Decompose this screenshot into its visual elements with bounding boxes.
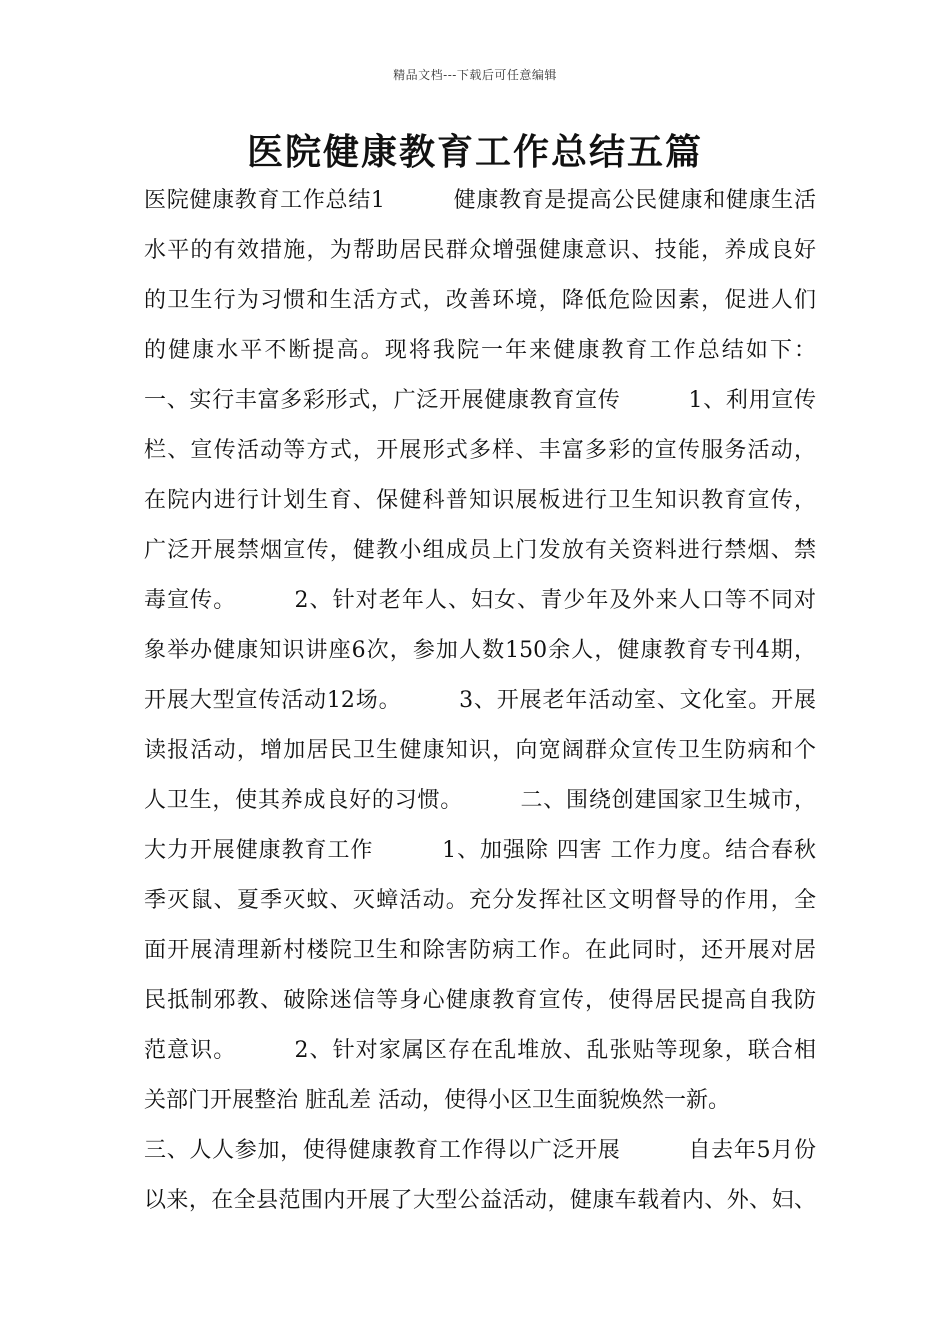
body-line-1: 医院健康教育工作总结1 健康教育是提高公民健康和健康生活 (144, 188, 816, 213)
body-line-7: 在院内进行计划生育、保健科普知识展板进行卫生知识教育宣传， (144, 488, 816, 513)
body-line-18: 范意识。 2、针对家属区存在乱堆放、乱张贴等现象，联合相 (144, 1038, 816, 1063)
document-body (144, 176, 816, 1226)
body-line-2: 水平的有效措施，为帮助居民群众增强健康意识、技能，养成良好 (144, 238, 816, 263)
body-line-17: 民抵制邪教、破除迷信等身心健康教育宣传，使得居民提高自我防 (144, 988, 816, 1013)
body-line-13: 人卫生，使其养成良好的习惯。 二、围绕创建国家卫生城市， (144, 788, 816, 813)
body-line-8: 广泛开展禁烟宣传，健教小组成员上门发放有关资料进行禁烟、禁 (144, 538, 816, 563)
body-line-19: 关部门开展整治 脏乱差 活动，使得小区卫生面貌焕然一新。 (144, 1088, 730, 1113)
body-line-21: 以来，在全县范围内开展了大型公益活动，健康车载着内、外、妇、 (144, 1188, 816, 1213)
body-line-20: 三、人人参加，使得健康教育工作得以广泛开展 自去年5月份 (144, 1138, 816, 1163)
body-line-11: 开展大型宣传活动12场。 3、开展老年活动室、文化室。开展 (144, 688, 816, 713)
header-note: 精品文档---下载后可任意编辑 (393, 68, 557, 82)
body-line-15: 季灭鼠、夏季灭蚊、灭蟑活动。充分发挥社区文明督导的作用，全 (144, 888, 816, 913)
body-line-9: 毒宣传。 2、针对老年人、妇女、青少年及外来人口等不同对 (144, 588, 816, 613)
body-line-12: 读报活动，增加居民卫生健康知识，向宽阔群众宣传卫生防病和个 (144, 738, 816, 763)
body-line-3: 的卫生行为习惯和生活方式，改善环境，降低危险因素，促进人们 (144, 288, 816, 313)
body-line-16: 面开展清理新村楼院卫生和除害防病工作。在此同时，还开展对居 (144, 938, 816, 963)
body-line-5: 一、实行丰富多彩形式，广泛开展健康教育宣传 1、利用宣传 (144, 388, 816, 413)
body-line-14: 大力开展健康教育工作 1、加强除 四害 工作力度。结合春秋 (144, 838, 816, 863)
body-line-6: 栏、宣传活动等方式，开展形式多样、丰富多彩的宣传服务活动， (144, 438, 816, 463)
document-title: 医院健康教育工作总结五篇 (246, 131, 703, 173)
body-line-10: 象举办健康知识讲座6次，参加人数150余人，健康教育专刊4期， (144, 638, 816, 663)
body-line-4: 的健康水平不断提高。现将我院一年来健康教育工作总结如下： (144, 338, 816, 363)
